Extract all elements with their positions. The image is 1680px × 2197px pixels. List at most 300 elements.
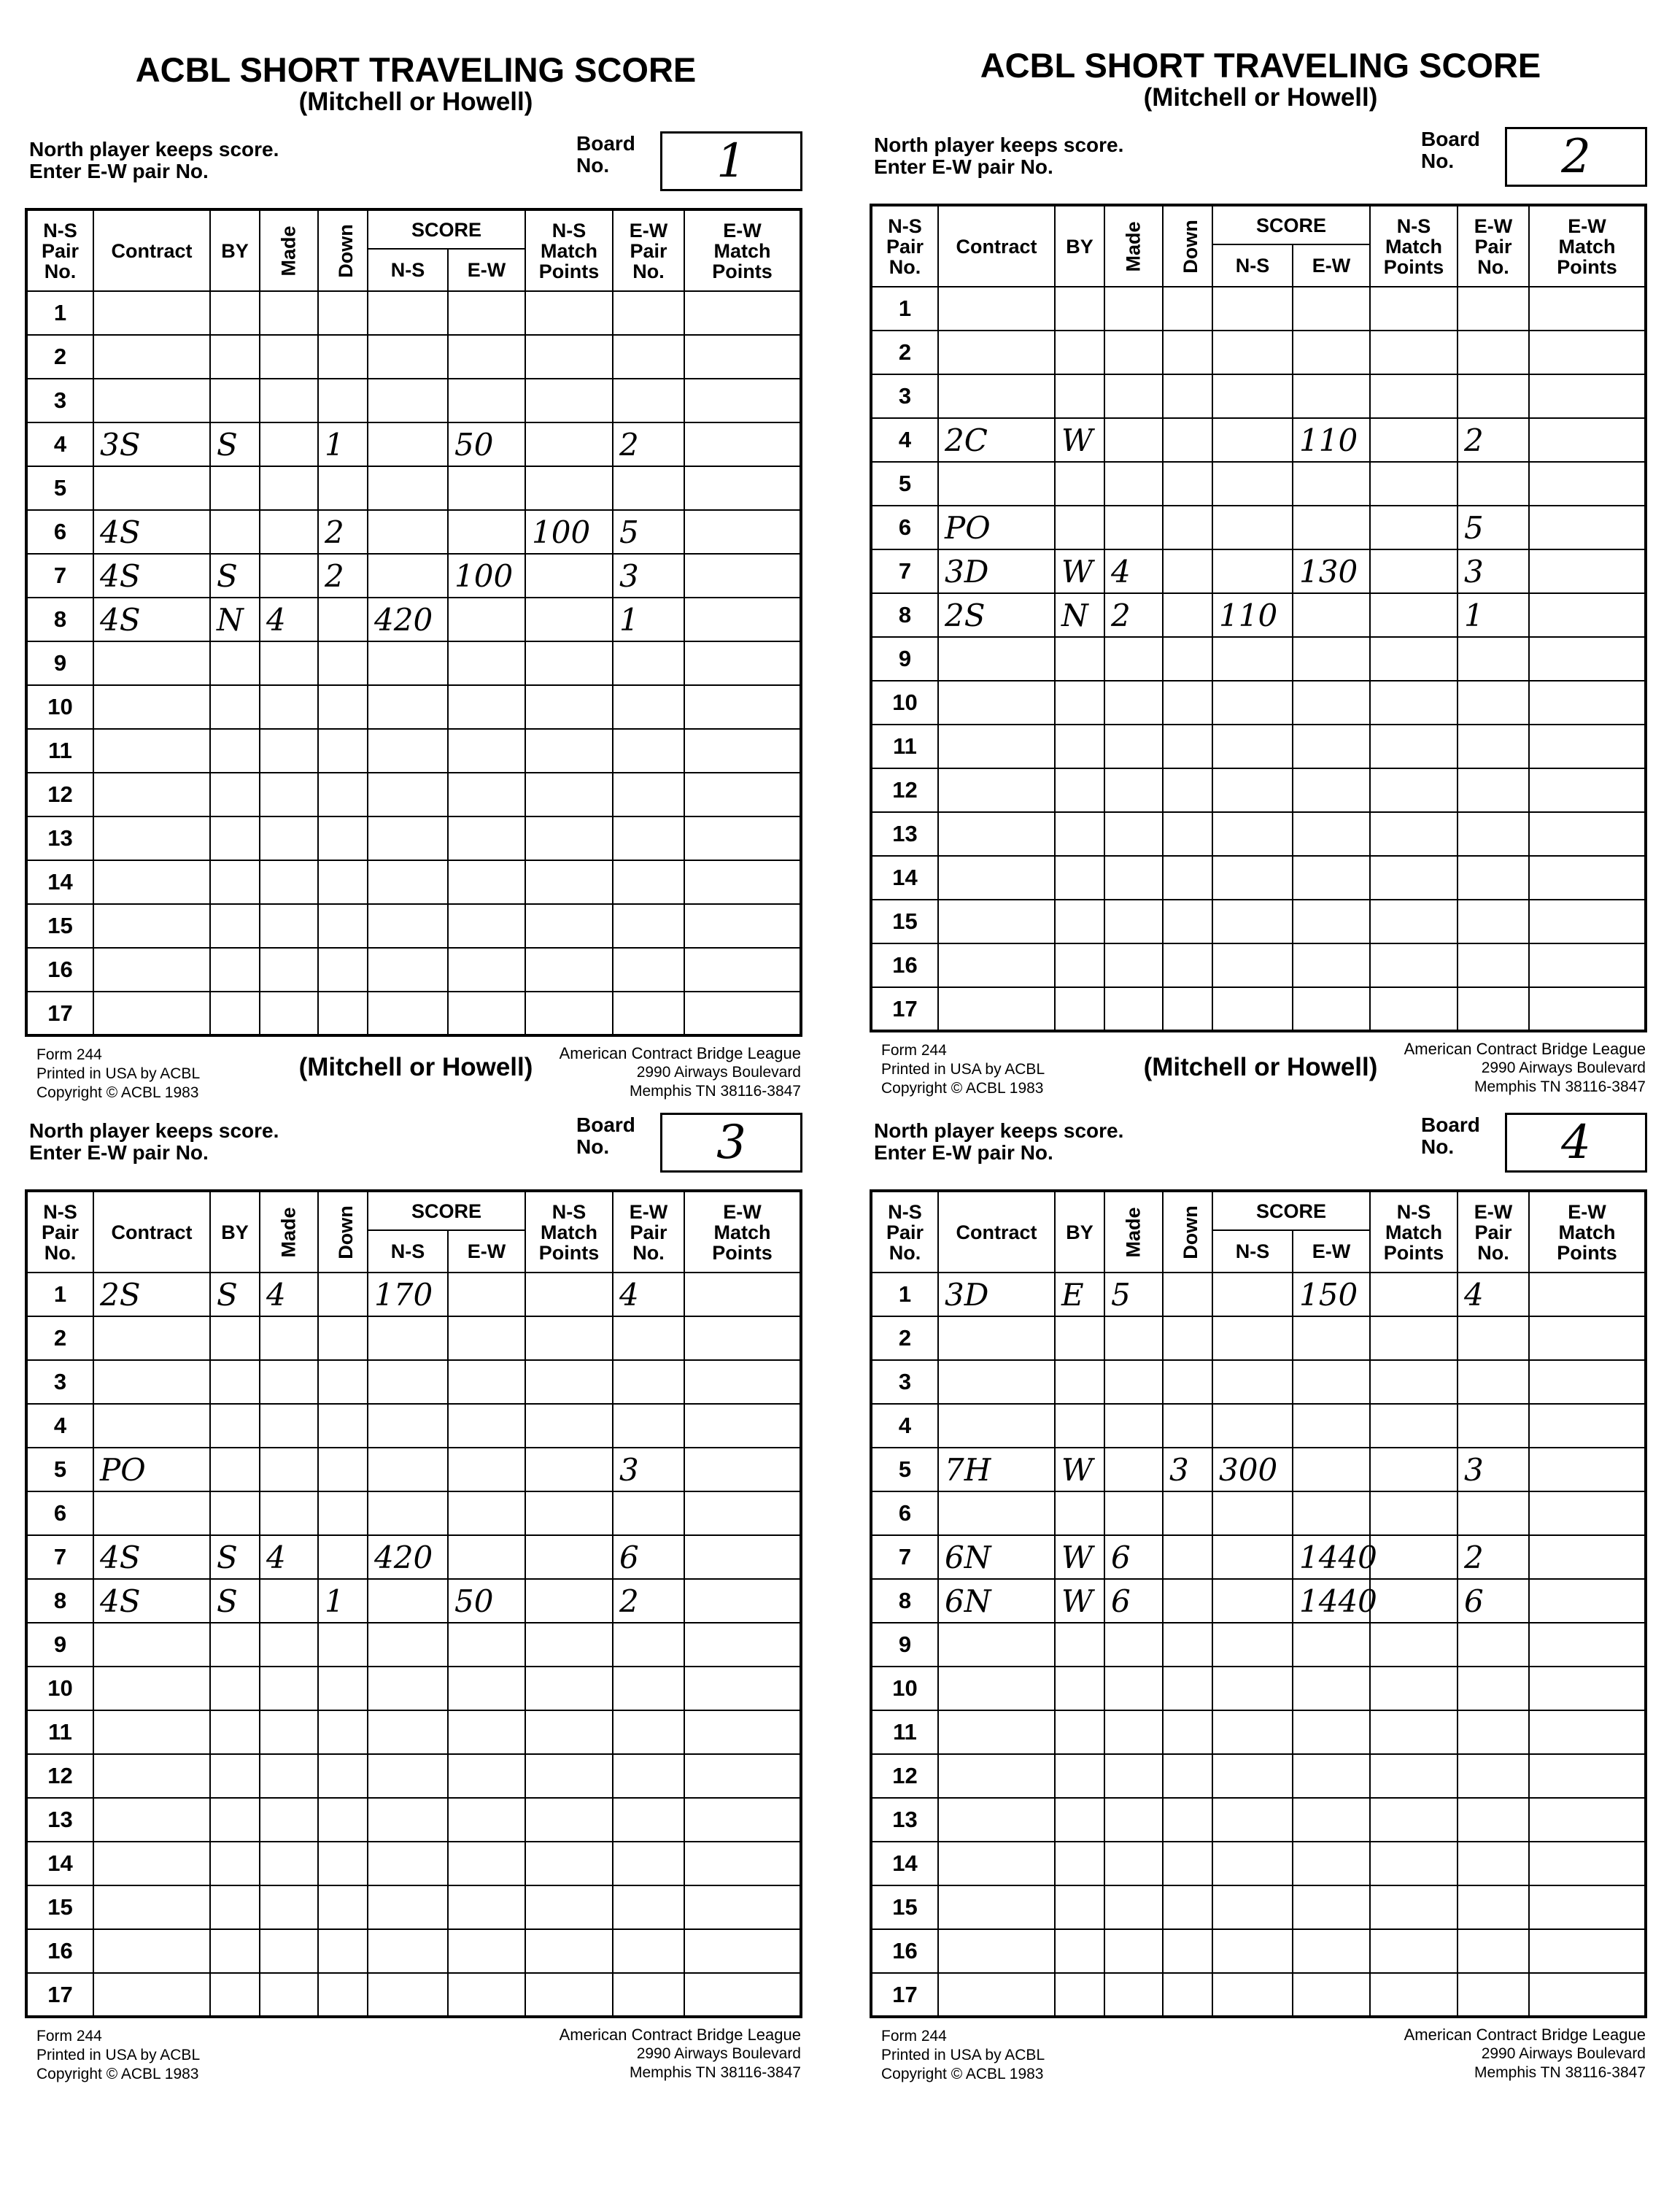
contract-cell[interactable]: 4S (93, 554, 210, 598)
contract-cell[interactable] (938, 681, 1055, 725)
down-cell[interactable]: 2 (318, 554, 368, 598)
made-cell[interactable] (1104, 1929, 1163, 1973)
made-cell[interactable] (1104, 987, 1163, 1031)
ew-pair-cell[interactable] (613, 291, 684, 335)
ew-pair-cell[interactable] (1458, 1316, 1529, 1360)
made-cell[interactable] (1104, 374, 1163, 418)
ew-match-points-cell[interactable] (684, 641, 801, 685)
score-ns-cell[interactable] (368, 641, 448, 685)
score-ns-cell[interactable] (1212, 462, 1293, 506)
declarer-cell[interactable] (210, 1842, 260, 1885)
made-cell[interactable] (1104, 1710, 1163, 1754)
made-cell[interactable] (1104, 1404, 1163, 1448)
ns-match-points-cell[interactable] (525, 1842, 613, 1885)
declarer-cell[interactable] (210, 1448, 260, 1491)
ew-match-points-cell[interactable] (684, 335, 801, 379)
contract-cell[interactable]: 6N (938, 1535, 1055, 1579)
made-cell[interactable]: 4 (260, 598, 318, 641)
score-ns-cell[interactable] (1212, 725, 1293, 768)
declarer-cell[interactable]: N (1055, 593, 1104, 637)
ew-pair-cell[interactable] (613, 729, 684, 773)
ew-match-points-cell[interactable] (1529, 1667, 1646, 1710)
ew-pair-cell[interactable] (613, 1360, 684, 1404)
declarer-cell[interactable]: W (1055, 1535, 1104, 1579)
ns-match-points-cell[interactable] (525, 860, 613, 904)
score-ns-cell[interactable] (1212, 856, 1293, 900)
score-ns-cell[interactable] (368, 1798, 448, 1842)
contract-cell[interactable] (93, 1973, 210, 2017)
ns-match-points-cell[interactable] (525, 641, 613, 685)
ew-pair-cell[interactable] (613, 379, 684, 422)
score-ew-cell[interactable] (448, 904, 525, 948)
score-ew-cell[interactable] (1293, 1667, 1370, 1710)
down-cell[interactable] (318, 1273, 368, 1316)
ew-pair-cell[interactable] (1458, 1973, 1529, 2017)
score-ew-cell[interactable] (448, 1885, 525, 1929)
score-ns-cell[interactable] (1212, 1798, 1293, 1842)
declarer-cell[interactable] (210, 1491, 260, 1535)
declarer-cell[interactable] (210, 773, 260, 816)
score-ew-cell[interactable]: 50 (448, 422, 525, 466)
score-ew-cell[interactable] (1293, 1316, 1370, 1360)
ew-pair-cell[interactable] (1458, 1885, 1529, 1929)
ns-match-points-cell[interactable] (1370, 1973, 1458, 2017)
down-cell[interactable] (318, 1929, 368, 1973)
declarer-cell[interactable]: S (210, 1535, 260, 1579)
ns-match-points-cell[interactable] (1370, 637, 1458, 681)
ew-pair-cell[interactable] (1458, 1667, 1529, 1710)
down-cell[interactable] (1163, 681, 1212, 725)
score-ew-cell[interactable] (448, 992, 525, 1035)
score-ns-cell[interactable] (1212, 1535, 1293, 1579)
ns-match-points-cell[interactable] (525, 1579, 613, 1623)
ew-match-points-cell[interactable] (684, 1360, 801, 1404)
contract-cell[interactable] (93, 466, 210, 510)
contract-cell[interactable]: 2C (938, 418, 1055, 462)
ew-pair-cell[interactable] (613, 1491, 684, 1535)
score-ew-cell[interactable] (448, 773, 525, 816)
declarer-cell[interactable] (1055, 1404, 1104, 1448)
ns-match-points-cell[interactable] (1370, 1404, 1458, 1448)
score-ns-cell[interactable] (368, 1579, 448, 1623)
score-ns-cell[interactable] (368, 685, 448, 729)
made-cell[interactable] (260, 860, 318, 904)
down-cell[interactable] (318, 1491, 368, 1535)
score-ew-cell[interactable] (1293, 331, 1370, 374)
down-cell[interactable] (1163, 374, 1212, 418)
contract-cell[interactable] (938, 768, 1055, 812)
score-ew-cell[interactable]: 110 (1293, 418, 1370, 462)
score-ew-cell[interactable] (1293, 1710, 1370, 1754)
score-ns-cell[interactable] (368, 1842, 448, 1885)
ew-pair-cell[interactable]: 2 (613, 422, 684, 466)
score-ns-cell[interactable] (368, 379, 448, 422)
score-ew-cell[interactable] (1293, 856, 1370, 900)
declarer-cell[interactable] (1055, 1491, 1104, 1535)
ew-match-points-cell[interactable] (1529, 593, 1646, 637)
contract-cell[interactable] (938, 1316, 1055, 1360)
down-cell[interactable] (318, 1448, 368, 1491)
contract-cell[interactable] (938, 1929, 1055, 1973)
ew-match-points-cell[interactable] (1529, 1360, 1646, 1404)
ns-match-points-cell[interactable] (525, 1360, 613, 1404)
ns-match-points-cell[interactable] (525, 1973, 613, 2017)
ew-pair-cell[interactable] (1458, 287, 1529, 331)
ew-pair-cell[interactable] (1458, 812, 1529, 856)
ns-match-points-cell[interactable] (525, 1798, 613, 1842)
score-ns-cell[interactable] (368, 1623, 448, 1667)
declarer-cell[interactable] (210, 685, 260, 729)
declarer-cell[interactable] (1055, 1798, 1104, 1842)
ew-pair-cell[interactable] (613, 1667, 684, 1710)
score-ew-cell[interactable] (1293, 637, 1370, 681)
made-cell[interactable] (260, 685, 318, 729)
score-ns-cell[interactable] (1212, 768, 1293, 812)
ew-match-points-cell[interactable] (684, 729, 801, 773)
score-ew-cell[interactable] (448, 1710, 525, 1754)
contract-cell[interactable] (938, 462, 1055, 506)
ns-match-points-cell[interactable] (525, 1448, 613, 1491)
score-ew-cell[interactable] (448, 291, 525, 335)
ew-match-points-cell[interactable] (1529, 812, 1646, 856)
score-ns-cell[interactable] (368, 1448, 448, 1491)
ew-pair-cell[interactable]: 1 (1458, 593, 1529, 637)
down-cell[interactable] (1163, 1842, 1212, 1885)
board-number-field[interactable]: 1 (660, 131, 802, 191)
ns-match-points-cell[interactable] (1370, 462, 1458, 506)
down-cell[interactable] (1163, 768, 1212, 812)
declarer-cell[interactable] (1055, 506, 1104, 549)
ew-match-points-cell[interactable] (684, 1929, 801, 1973)
made-cell[interactable] (260, 729, 318, 773)
declarer-cell[interactable] (1055, 1929, 1104, 1973)
ns-match-points-cell[interactable] (525, 992, 613, 1035)
contract-cell[interactable] (93, 379, 210, 422)
ew-match-points-cell[interactable] (1529, 1448, 1646, 1491)
made-cell[interactable] (260, 554, 318, 598)
contract-cell[interactable] (938, 1754, 1055, 1798)
contract-cell[interactable]: 4S (93, 598, 210, 641)
made-cell[interactable] (260, 1667, 318, 1710)
ew-match-points-cell[interactable] (684, 1798, 801, 1842)
ew-match-points-cell[interactable] (684, 685, 801, 729)
declarer-cell[interactable] (210, 1623, 260, 1667)
score-ns-cell[interactable] (1212, 418, 1293, 462)
down-cell[interactable] (1163, 418, 1212, 462)
score-ew-cell[interactable] (448, 729, 525, 773)
ew-match-points-cell[interactable] (684, 1623, 801, 1667)
down-cell[interactable] (1163, 1623, 1212, 1667)
ew-pair-cell[interactable] (1458, 725, 1529, 768)
score-ew-cell[interactable] (1293, 725, 1370, 768)
score-ew-cell[interactable] (448, 860, 525, 904)
ns-match-points-cell[interactable] (525, 598, 613, 641)
made-cell[interactable] (260, 1842, 318, 1885)
declarer-cell[interactable] (210, 291, 260, 335)
ew-match-points-cell[interactable] (1529, 681, 1646, 725)
contract-cell[interactable]: 7H (938, 1448, 1055, 1491)
ns-match-points-cell[interactable] (1370, 1448, 1458, 1491)
declarer-cell[interactable] (1055, 856, 1104, 900)
contract-cell[interactable] (93, 1842, 210, 1885)
made-cell[interactable] (260, 816, 318, 860)
down-cell[interactable] (318, 1973, 368, 2017)
declarer-cell[interactable] (1055, 374, 1104, 418)
declarer-cell[interactable] (1055, 681, 1104, 725)
made-cell[interactable] (1104, 637, 1163, 681)
declarer-cell[interactable] (210, 729, 260, 773)
ns-match-points-cell[interactable] (1370, 1623, 1458, 1667)
contract-cell[interactable] (93, 1754, 210, 1798)
score-ns-cell[interactable] (368, 816, 448, 860)
score-ns-cell[interactable] (1212, 1842, 1293, 1885)
score-ns-cell[interactable] (1212, 331, 1293, 374)
down-cell[interactable] (1163, 506, 1212, 549)
score-ew-cell[interactable] (1293, 1623, 1370, 1667)
contract-cell[interactable]: 6N (938, 1579, 1055, 1623)
score-ns-cell[interactable] (1212, 1579, 1293, 1623)
score-ew-cell[interactable] (448, 1754, 525, 1798)
ew-pair-cell[interactable] (1458, 1929, 1529, 1973)
ew-match-points-cell[interactable] (684, 1404, 801, 1448)
ew-match-points-cell[interactable] (1529, 1491, 1646, 1535)
ew-pair-cell[interactable] (613, 904, 684, 948)
ew-pair-cell[interactable]: 4 (1458, 1273, 1529, 1316)
down-cell[interactable] (1163, 1667, 1212, 1710)
ew-pair-cell[interactable] (613, 773, 684, 816)
made-cell[interactable] (1104, 943, 1163, 987)
ns-match-points-cell[interactable] (525, 1754, 613, 1798)
down-cell[interactable] (318, 1360, 368, 1404)
declarer-cell[interactable] (210, 1973, 260, 2017)
score-ns-cell[interactable] (368, 773, 448, 816)
ew-pair-cell[interactable] (1458, 374, 1529, 418)
made-cell[interactable] (1104, 768, 1163, 812)
score-ew-cell[interactable] (1293, 506, 1370, 549)
score-ew-cell[interactable] (448, 598, 525, 641)
ew-pair-cell[interactable] (613, 1798, 684, 1842)
ew-match-points-cell[interactable] (684, 598, 801, 641)
score-ns-cell[interactable] (368, 1973, 448, 2017)
score-ns-cell[interactable] (1212, 1360, 1293, 1404)
ew-pair-cell[interactable] (1458, 331, 1529, 374)
score-ew-cell[interactable] (448, 948, 525, 992)
made-cell[interactable] (260, 1798, 318, 1842)
down-cell[interactable] (318, 1404, 368, 1448)
score-ns-cell[interactable] (1212, 1316, 1293, 1360)
contract-cell[interactable] (938, 637, 1055, 681)
ew-match-points-cell[interactable] (684, 1973, 801, 2017)
declarer-cell[interactable] (1055, 1973, 1104, 2017)
score-ns-cell[interactable] (368, 1360, 448, 1404)
down-cell[interactable] (1163, 1754, 1212, 1798)
score-ew-cell[interactable] (448, 1535, 525, 1579)
score-ns-cell[interactable] (1212, 1973, 1293, 2017)
declarer-cell[interactable] (1055, 943, 1104, 987)
ew-pair-cell[interactable] (613, 466, 684, 510)
contract-cell[interactable]: 4S (93, 1579, 210, 1623)
score-ns-cell[interactable] (368, 860, 448, 904)
contract-cell[interactable] (938, 287, 1055, 331)
score-ns-cell[interactable] (368, 554, 448, 598)
made-cell[interactable] (1104, 900, 1163, 943)
ew-match-points-cell[interactable] (684, 1535, 801, 1579)
made-cell[interactable] (260, 1579, 318, 1623)
down-cell[interactable] (318, 729, 368, 773)
made-cell[interactable] (260, 422, 318, 466)
score-ew-cell[interactable] (448, 1842, 525, 1885)
contract-cell[interactable] (93, 291, 210, 335)
ns-match-points-cell[interactable] (525, 773, 613, 816)
board-number-field[interactable]: 2 (1505, 127, 1647, 187)
ew-pair-cell[interactable] (613, 641, 684, 685)
score-ew-cell[interactable] (1293, 812, 1370, 856)
down-cell[interactable] (318, 1885, 368, 1929)
ew-match-points-cell[interactable] (684, 904, 801, 948)
score-ew-cell[interactable]: 1440 (1293, 1579, 1370, 1623)
score-ns-cell[interactable] (1212, 1929, 1293, 1973)
declarer-cell[interactable] (210, 641, 260, 685)
ew-match-points-cell[interactable] (1529, 725, 1646, 768)
ns-match-points-cell[interactable] (525, 1491, 613, 1535)
declarer-cell[interactable] (210, 860, 260, 904)
made-cell[interactable] (1104, 1491, 1163, 1535)
declarer-cell[interactable]: S (210, 1579, 260, 1623)
contract-cell[interactable]: 3D (938, 1273, 1055, 1316)
declarer-cell[interactable]: W (1055, 549, 1104, 593)
down-cell[interactable]: 2 (318, 510, 368, 554)
made-cell[interactable] (1104, 1316, 1163, 1360)
contract-cell[interactable] (93, 1667, 210, 1710)
score-ew-cell[interactable] (1293, 768, 1370, 812)
made-cell[interactable] (260, 773, 318, 816)
ew-match-points-cell[interactable] (1529, 418, 1646, 462)
ew-match-points-cell[interactable] (1529, 1929, 1646, 1973)
ew-match-points-cell[interactable] (684, 422, 801, 466)
made-cell[interactable] (260, 1360, 318, 1404)
ns-match-points-cell[interactable] (525, 422, 613, 466)
ns-match-points-cell[interactable] (1370, 1535, 1458, 1579)
ns-match-points-cell[interactable] (525, 1273, 613, 1316)
contract-cell[interactable]: 4S (93, 510, 210, 554)
made-cell[interactable] (260, 1710, 318, 1754)
contract-cell[interactable] (938, 725, 1055, 768)
score-ns-cell[interactable] (1212, 681, 1293, 725)
contract-cell[interactable]: 2S (93, 1273, 210, 1316)
score-ns-cell[interactable] (1212, 1885, 1293, 1929)
contract-cell[interactable] (938, 943, 1055, 987)
ns-match-points-cell[interactable] (1370, 1885, 1458, 1929)
down-cell[interactable] (318, 1667, 368, 1710)
down-cell[interactable] (1163, 637, 1212, 681)
declarer-cell[interactable] (210, 335, 260, 379)
score-ns-cell[interactable]: 110 (1212, 593, 1293, 637)
score-ew-cell[interactable] (448, 1316, 525, 1360)
contract-cell[interactable] (938, 1623, 1055, 1667)
ew-match-points-cell[interactable] (684, 992, 801, 1035)
down-cell[interactable] (318, 992, 368, 1035)
score-ew-cell[interactable] (1293, 287, 1370, 331)
score-ew-cell[interactable] (1293, 1404, 1370, 1448)
down-cell[interactable] (318, 291, 368, 335)
score-ew-cell[interactable] (448, 1929, 525, 1973)
score-ew-cell[interactable] (448, 816, 525, 860)
down-cell[interactable] (1163, 1316, 1212, 1360)
score-ns-cell[interactable] (368, 948, 448, 992)
contract-cell[interactable] (938, 374, 1055, 418)
made-cell[interactable] (1104, 1798, 1163, 1842)
ns-match-points-cell[interactable] (1370, 1842, 1458, 1885)
ns-match-points-cell[interactable] (525, 729, 613, 773)
declarer-cell[interactable] (1055, 1710, 1104, 1754)
contract-cell[interactable] (938, 1360, 1055, 1404)
contract-cell[interactable] (93, 1798, 210, 1842)
made-cell[interactable]: 6 (1104, 1579, 1163, 1623)
ns-match-points-cell[interactable] (525, 1929, 613, 1973)
contract-cell[interactable] (93, 1491, 210, 1535)
ns-match-points-cell[interactable] (525, 1710, 613, 1754)
ns-match-points-cell[interactable] (525, 948, 613, 992)
declarer-cell[interactable] (210, 510, 260, 554)
ew-match-points-cell[interactable] (1529, 900, 1646, 943)
score-ew-cell[interactable] (1293, 1798, 1370, 1842)
ns-match-points-cell[interactable] (1370, 418, 1458, 462)
down-cell[interactable] (1163, 331, 1212, 374)
down-cell[interactable] (1163, 1404, 1212, 1448)
down-cell[interactable] (318, 1842, 368, 1885)
ew-match-points-cell[interactable] (1529, 549, 1646, 593)
ew-match-points-cell[interactable] (1529, 987, 1646, 1031)
declarer-cell[interactable] (210, 1360, 260, 1404)
contract-cell[interactable] (938, 1710, 1055, 1754)
score-ns-cell[interactable]: 420 (368, 1535, 448, 1579)
down-cell[interactable] (318, 1316, 368, 1360)
score-ew-cell[interactable]: 150 (1293, 1273, 1370, 1316)
declarer-cell[interactable] (210, 816, 260, 860)
score-ew-cell[interactable] (448, 510, 525, 554)
ns-match-points-cell[interactable] (1370, 768, 1458, 812)
ew-pair-cell[interactable] (613, 1929, 684, 1973)
made-cell[interactable] (1104, 1754, 1163, 1798)
score-ew-cell[interactable] (448, 1360, 525, 1404)
down-cell[interactable] (318, 335, 368, 379)
score-ns-cell[interactable] (368, 335, 448, 379)
score-ew-cell[interactable] (1293, 1973, 1370, 2017)
score-ns-cell[interactable] (1212, 1491, 1293, 1535)
score-ew-cell[interactable] (448, 379, 525, 422)
ew-match-points-cell[interactable] (684, 773, 801, 816)
declarer-cell[interactable] (210, 1929, 260, 1973)
declarer-cell[interactable]: S (210, 554, 260, 598)
declarer-cell[interactable] (210, 1710, 260, 1754)
score-ew-cell[interactable] (1293, 1448, 1370, 1491)
ns-match-points-cell[interactable] (525, 1667, 613, 1710)
ns-match-points-cell[interactable] (525, 904, 613, 948)
score-ew-cell[interactable]: 130 (1293, 549, 1370, 593)
ew-pair-cell[interactable] (613, 335, 684, 379)
contract-cell[interactable]: PO (93, 1448, 210, 1491)
ew-match-points-cell[interactable] (1529, 1754, 1646, 1798)
ew-pair-cell[interactable]: 3 (1458, 549, 1529, 593)
score-ns-cell[interactable] (1212, 1623, 1293, 1667)
score-ns-cell[interactable] (1212, 812, 1293, 856)
made-cell[interactable] (260, 992, 318, 1035)
ew-match-points-cell[interactable] (1529, 374, 1646, 418)
ew-match-points-cell[interactable] (684, 510, 801, 554)
score-ew-cell[interactable] (1293, 1754, 1370, 1798)
score-ew-cell[interactable] (1293, 1885, 1370, 1929)
down-cell[interactable] (1163, 1579, 1212, 1623)
